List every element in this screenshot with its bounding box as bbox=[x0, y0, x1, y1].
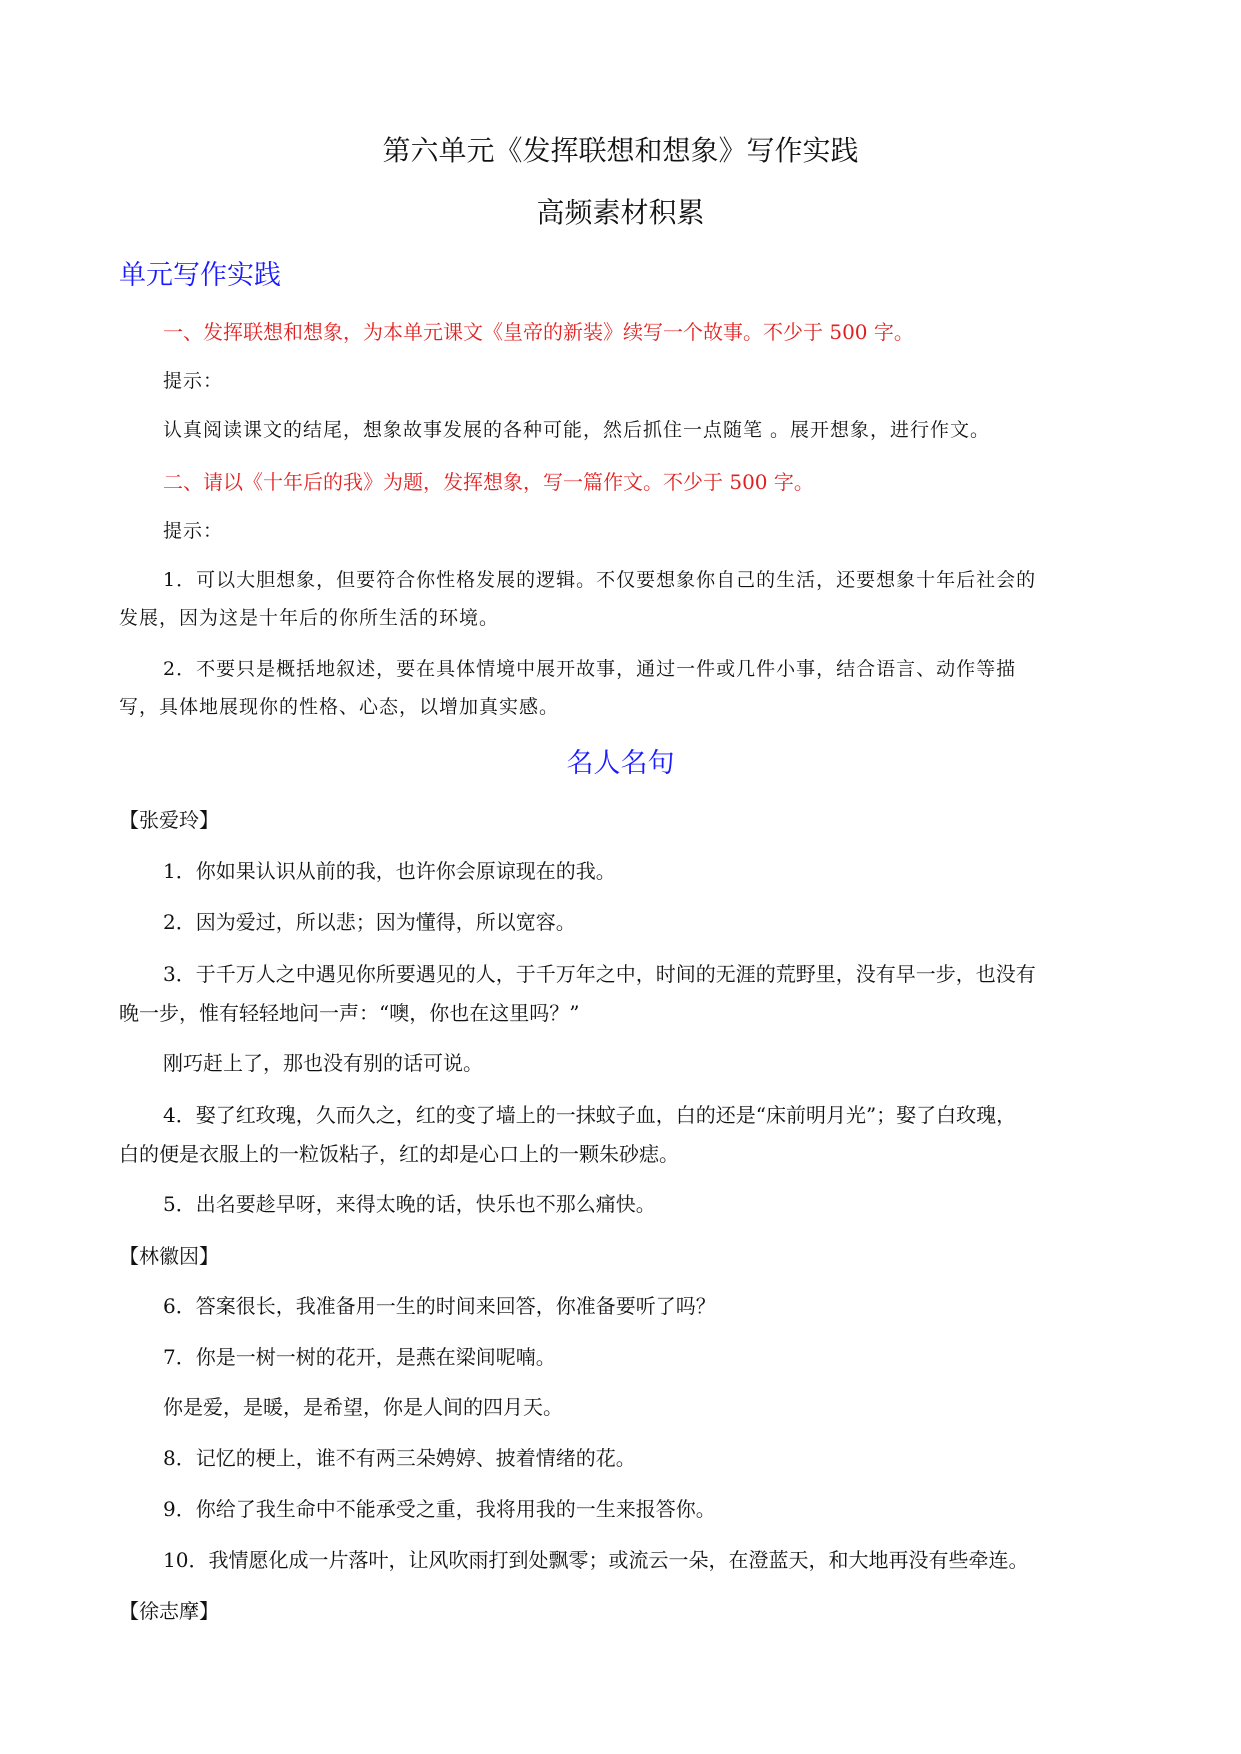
quote-7-line1: 7．你是一树一树的花开，是燕在梁间呢喃。 bbox=[163, 1345, 556, 1369]
quote-9: 9．你给了我生命中不能承受之重，我将用我的一生来报答你。 bbox=[163, 1497, 716, 1521]
tip-2-2-line1: 2．不要只是概括地叙述，要在具体情境中展开故事，通过一件或几件小事，结合语言、动作等描 bbox=[163, 658, 1017, 680]
quote-2: 2．因为爱过，所以悲；因为懂得，所以宽容。 bbox=[163, 910, 576, 934]
author-label-xu: 【徐志摩】 bbox=[119, 1599, 219, 1623]
author-label-lin: 【林徽因】 bbox=[119, 1244, 219, 1268]
writing-prompt-2: 二、请以《十年后的我》为题，发挥想象，写一篇作文。不少于 500 字。 bbox=[163, 470, 814, 494]
page-subtitle: 高频素材积累 bbox=[536, 196, 705, 229]
quote-3-line1: 3．于千万人之中遇见你所要遇见的人，于千万年之中，时间的无涯的荒野里，没有早一步，也没有 bbox=[163, 962, 1036, 986]
quote-7-line2: 你是爱，是暖，是希望，你是人间的四月天。 bbox=[163, 1395, 563, 1419]
page-title: 第六单元《发挥联想和想象》写作实践 bbox=[382, 134, 859, 167]
quote-10: 10．我情愿化成一片落叶，让风吹雨打到处飘零；或流云一朵，在澄蓝天，和大地再没有些牵连。 bbox=[163, 1548, 1029, 1572]
section-heading-quotes: 名人名句 bbox=[566, 748, 675, 779]
tip-label-2: 提示： bbox=[163, 520, 224, 542]
tip-2-2-line2: 写，具体地展现你的性格、心态，以增加真实感。 bbox=[119, 696, 560, 718]
tip-2-1-line1: 1．可以大胆想象，但要符合你性格发展的逻辑。不仅要想象你自己的生活，还要想象十年后社会的 bbox=[163, 569, 1037, 591]
writing-prompt-1: 一、发挥联想和想象，为本单元课文《皇帝的新装》续写一个故事。不少于 500 字。 bbox=[163, 320, 914, 344]
quote-4-line1: 4．娶了红玫瑰，久而久之，红的变了墙上的一抹蚊子血，白的还是“床前明月光”；娶了白玫瑰， bbox=[163, 1103, 1017, 1127]
tip-2-1-line2: 发展，因为这是十年后的你所生活的环境。 bbox=[119, 607, 500, 629]
author-label-zhang: 【张爱玲】 bbox=[119, 808, 219, 832]
section-heading-writing: 单元写作实践 bbox=[119, 260, 281, 291]
quote-8: 8．记忆的梗上，谁不有两三朵娉婷、披着情绪的花。 bbox=[163, 1446, 636, 1470]
quote-4-line2: 白的便是衣服上的一粒饭粘子，红的却是心口上的一颗朱砂痣。 bbox=[119, 1142, 679, 1166]
quote-1: 1．你如果认识从前的我，也许你会原谅现在的我。 bbox=[163, 859, 616, 883]
quote-3-line2: 晚一步，惟有轻轻地问一声：“噢，你也在这里吗？” bbox=[119, 1001, 580, 1025]
quote-3-line3: 刚巧赶上了，那也没有别的话可说。 bbox=[163, 1051, 483, 1075]
tip-label-1: 提示： bbox=[163, 370, 224, 392]
quote-5: 5．出名要趁早呀，来得太晚的话，快乐也不那么痛快。 bbox=[163, 1192, 656, 1216]
tip-1: 认真阅读课文的结尾，想象故事发展的各种可能，然后抓住一点随笔 。展开想象，进行作文。 bbox=[163, 419, 991, 441]
quote-6: 6．答案很长，我准备用一生的时间来回答，你准备要听了吗？ bbox=[163, 1294, 716, 1318]
